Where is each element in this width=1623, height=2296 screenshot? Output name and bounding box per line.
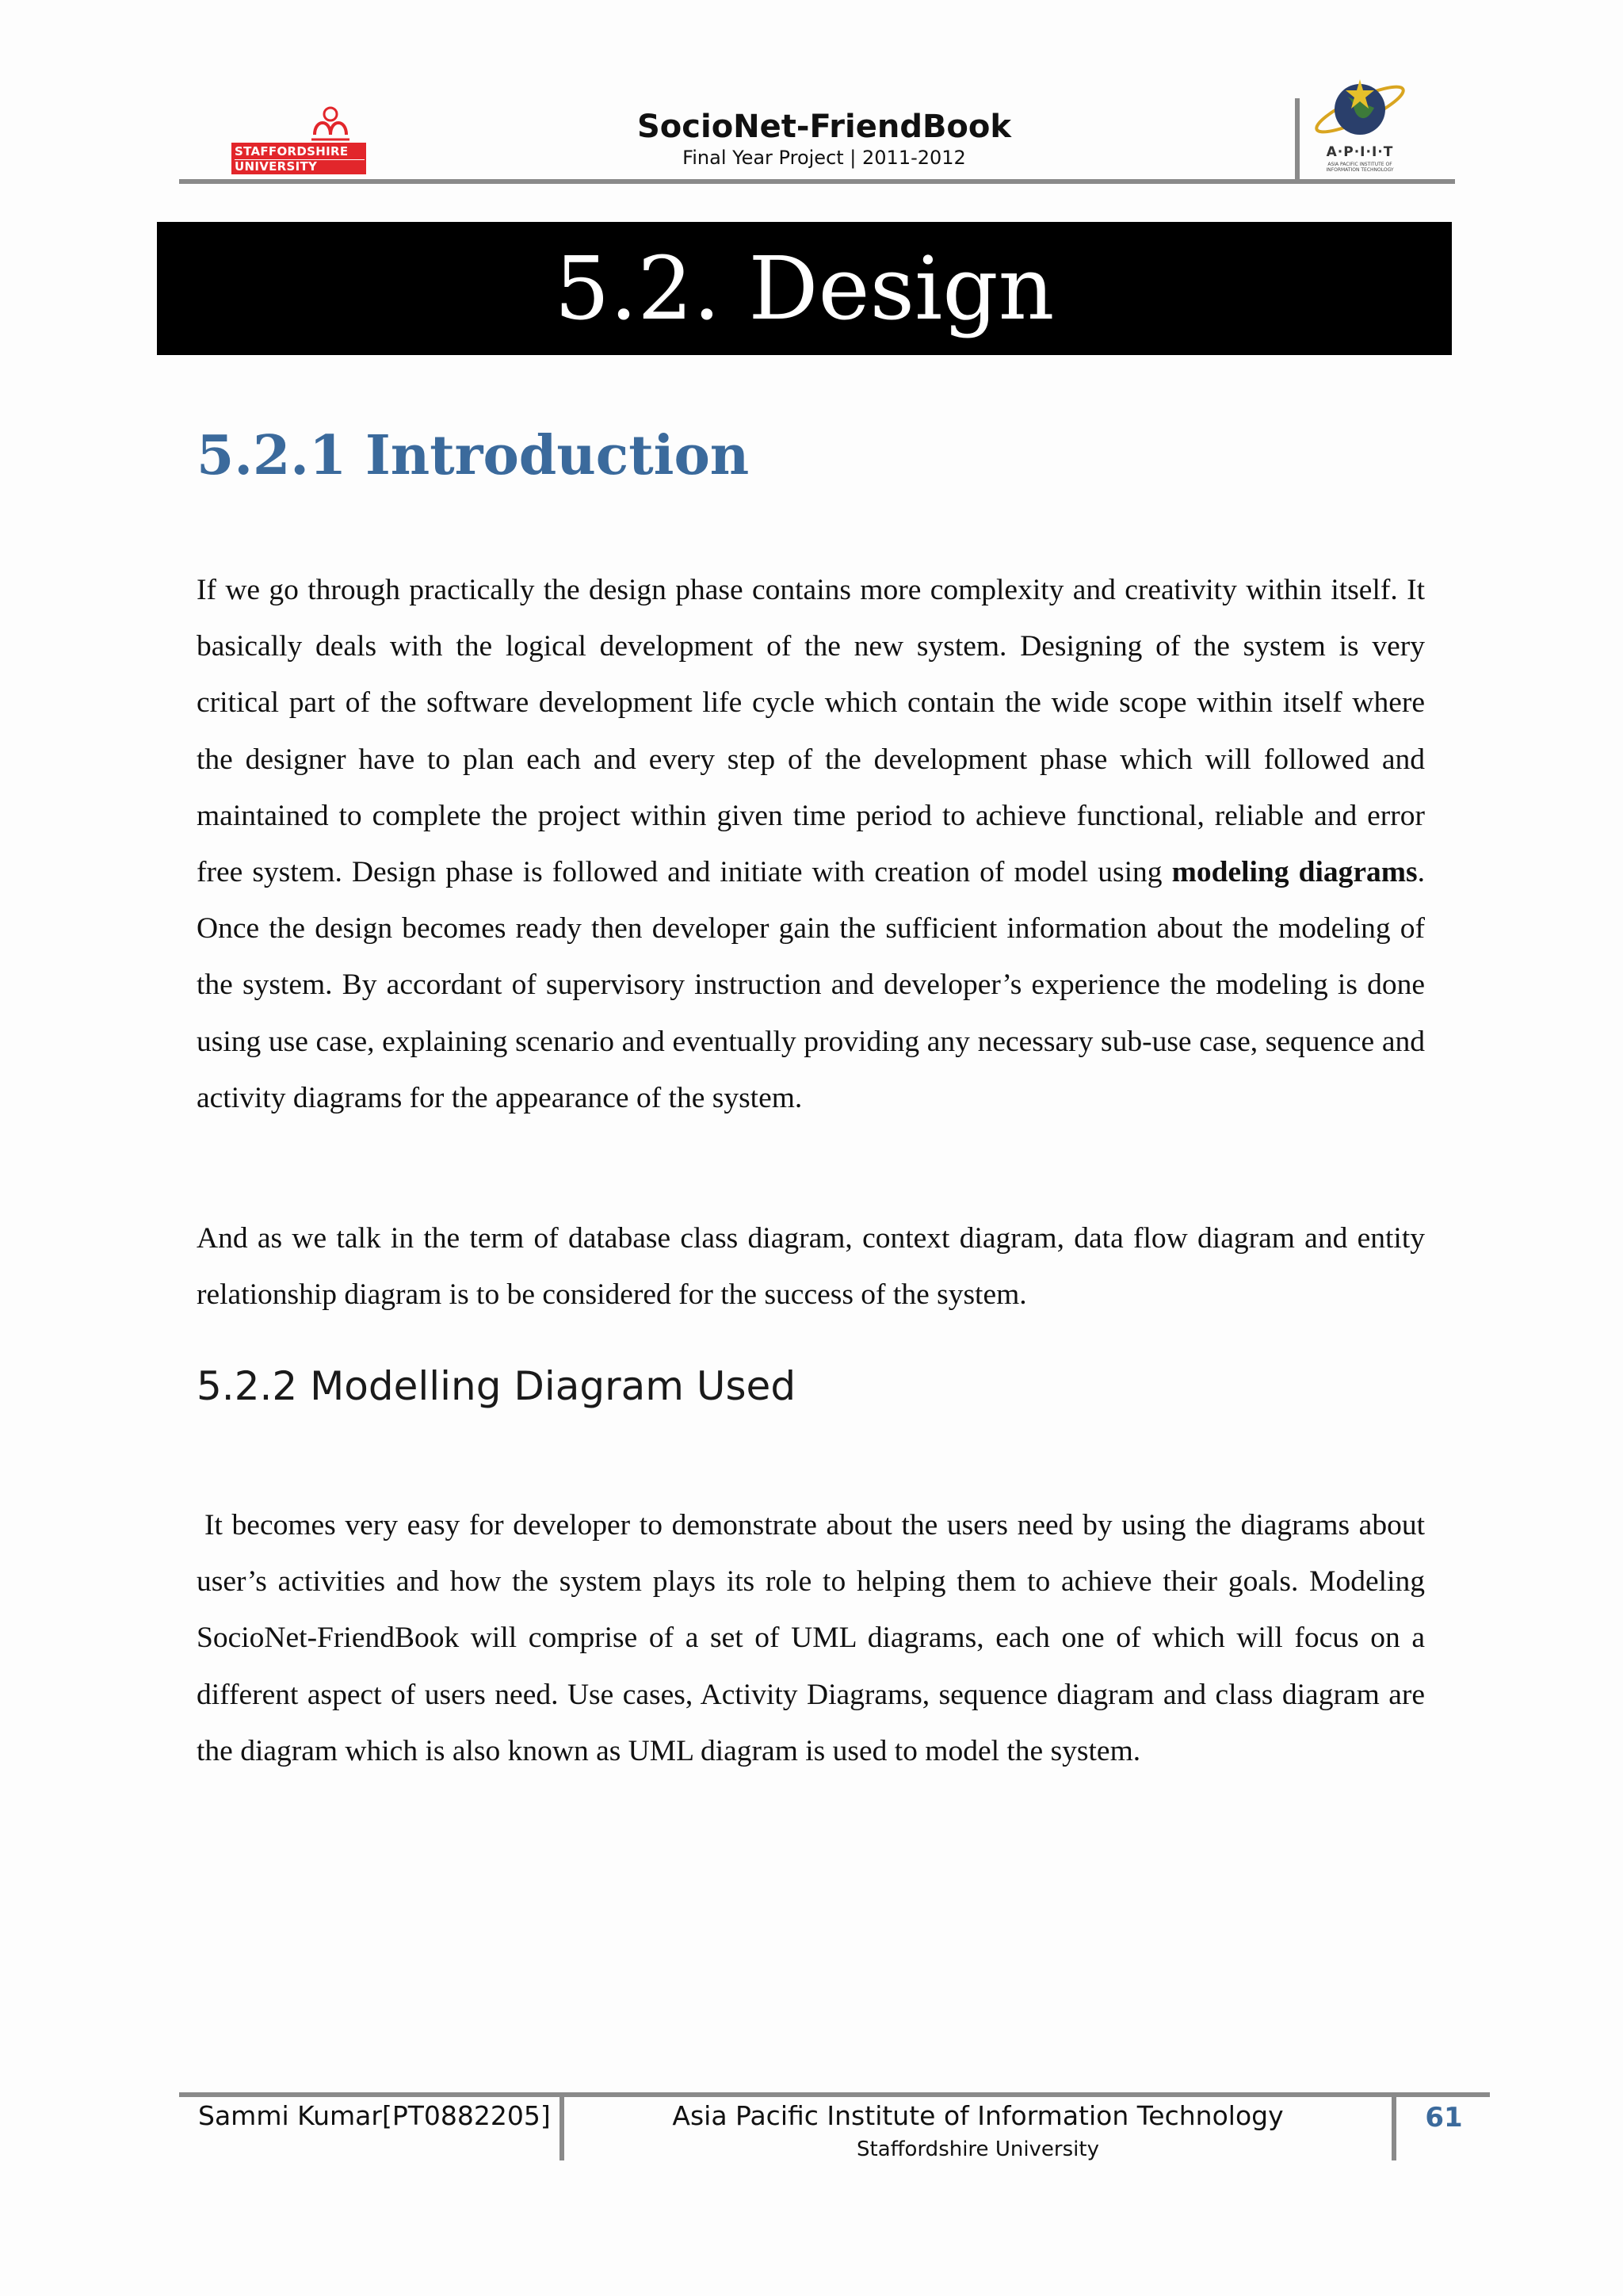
apiit-logo	[1308, 73, 1412, 176]
bold-term-modeling-diagrams: modeling diagrams	[1171, 856, 1418, 889]
document-subtitle: Final Year Project | 2011-2012	[682, 147, 966, 169]
intro-paragraph-2: And as we talk in the term of database class diagram, context diagram, data flow diagram and entity relationship diagram is to be considered for the success of the system.	[197, 1222, 1425, 1312]
chapter-title: 5.2. Design	[554, 238, 1055, 339]
globe-icon	[1308, 73, 1412, 146]
apiit-tagline: ASIA PACIFIC INSTITUTE OF INFORMATION TECHNOLOGY	[1326, 162, 1394, 173]
logo-text-line1: STAFFORDSHIRE	[235, 144, 349, 159]
footer-divider-right	[1392, 2092, 1396, 2160]
apiit-letters: A·P·I·I·T	[1326, 144, 1394, 160]
footer-institute: Asia Pacific Institute of Information Technology	[672, 2100, 1284, 2131]
header-rule	[179, 179, 1455, 184]
logo-text-line2: UNIVERSITY	[235, 159, 365, 173]
footer-author: Sammi Kumar[PT0882205]	[198, 2100, 551, 2131]
page-number: 61	[1425, 2102, 1463, 2134]
intro-paragraph-1	[197, 562, 1425, 1126]
modelling-paragraph: It becomes very easy for developer to demonstrate about the users need by using the diagrams about user’s activities and how the system plays its role to helping them to achieve their goals. Modeling SocioNet-FriendBook will comprise of a set of UML diagrams, each one of which will focus on a different aspect of users need. Use cases, Activity Diagrams, sequence diagram and class diagram are the diagram which is also known as UML diagram is used to model the system.	[197, 1509, 1425, 1767]
intro-paragraph-1-text: If we go through practically the design phase contains more complexity and creativity within itself. It basically deals with the logical development of the new system. Designing of the system is very critical part of the software development life cycle which contain the wide scope within itself where the designer have to plan each and every step of the development phase which will followed and maintained to complete the project within given time period to achieve functional, reliable and error free system. Design phase is followed and initiate with creation of model using	[197, 574, 1425, 889]
document-title: SocioNet-FriendBook	[636, 109, 1011, 145]
section-heading-modelling: 5.2.2 Modelling Diagram Used	[197, 1363, 796, 1409]
footer-rule	[179, 2092, 1490, 2097]
footer-university: Staffordshire University	[857, 2137, 1099, 2161]
section-heading-introduction: 5.2.1 Introduction	[197, 424, 750, 487]
knot-crest-icon	[307, 103, 354, 143]
staffordshire-logo	[231, 103, 366, 174]
intro-paragraph-1-text-cont: . Once the design becomes ready then developer gain the sufficient information about the modeling of the system. By accordant of supervisory instruction and developer’s experience the modeling is done using use case, explaining scenario and eventually providing any necessary sub-use case, sequence and activity diagrams for the appearance of the system.	[197, 856, 1425, 1114]
header-divider	[1295, 98, 1300, 181]
